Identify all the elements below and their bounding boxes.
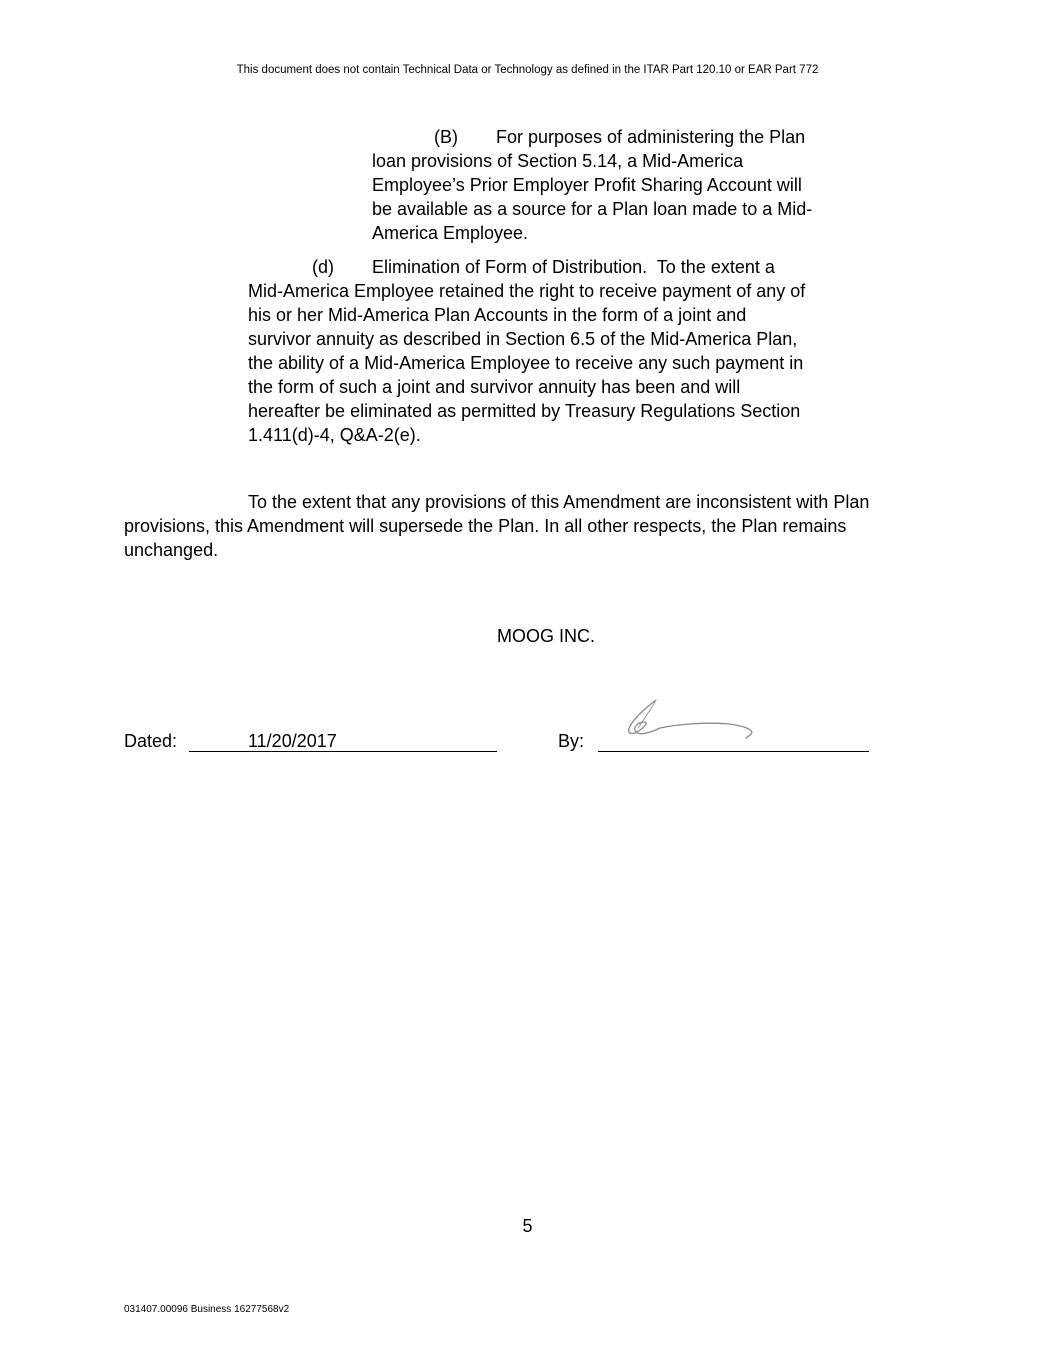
closing-text: To the extent that any provisions of this Amendment are inconsistent with Plan provisions, this Amendment will supersede the Plan. In all other respects, the Plan remains unchanged. (124, 492, 870, 560)
document-id: 031407.00096 Business 16277568v2 (124, 1304, 290, 1315)
section-d-text: To the extent a Mid-America Employee retained the right to receive payment of any of his or her Mid-America Plan Accounts in the form of a joint and survivor annuity as described in Section 6.5 of the Mid-America Plan, the ability of a Mid-America Employee to receive any such payment in the form of such a joint and survivor annuity has been and will hereafter be eliminated as permitted by Treasury Regulations Section 1.411(d)-4, Q&A-2(e). (248, 257, 806, 445)
section-b-text-first: For purposes of administering the (496, 127, 765, 147)
section-d-label: (d) (312, 257, 334, 277)
by-label: By: (558, 731, 585, 751)
section-d-paragraph (248, 255, 808, 447)
handwritten-signature (618, 692, 758, 744)
itar-notice: This document does not contain Technical Data or Technology as defined in the ITAR Part 120.10 or EAR Part 772 (236, 64, 819, 76)
dated-value: 11/20/2017 (248, 731, 337, 751)
page-number: 5 (522, 1216, 533, 1236)
section-d-heading: Elimination of Form of Distribution. (372, 257, 648, 277)
dated-field (189, 731, 497, 752)
signature-line (598, 751, 869, 752)
section-b-label: (B) (434, 127, 458, 147)
company-name: MOOG INC. (497, 626, 595, 646)
section-b-text-rest: Plan loan provisions of Section 5.14, a Mid-America Employee’s Prior Employer Profit Sharing Account will be available as a source for a Plan loan made to a Mid-America Employee. (372, 127, 813, 243)
section-b-paragraph (372, 125, 822, 245)
closing-paragraph (124, 490, 914, 562)
dated-label: Dated: (124, 731, 178, 751)
